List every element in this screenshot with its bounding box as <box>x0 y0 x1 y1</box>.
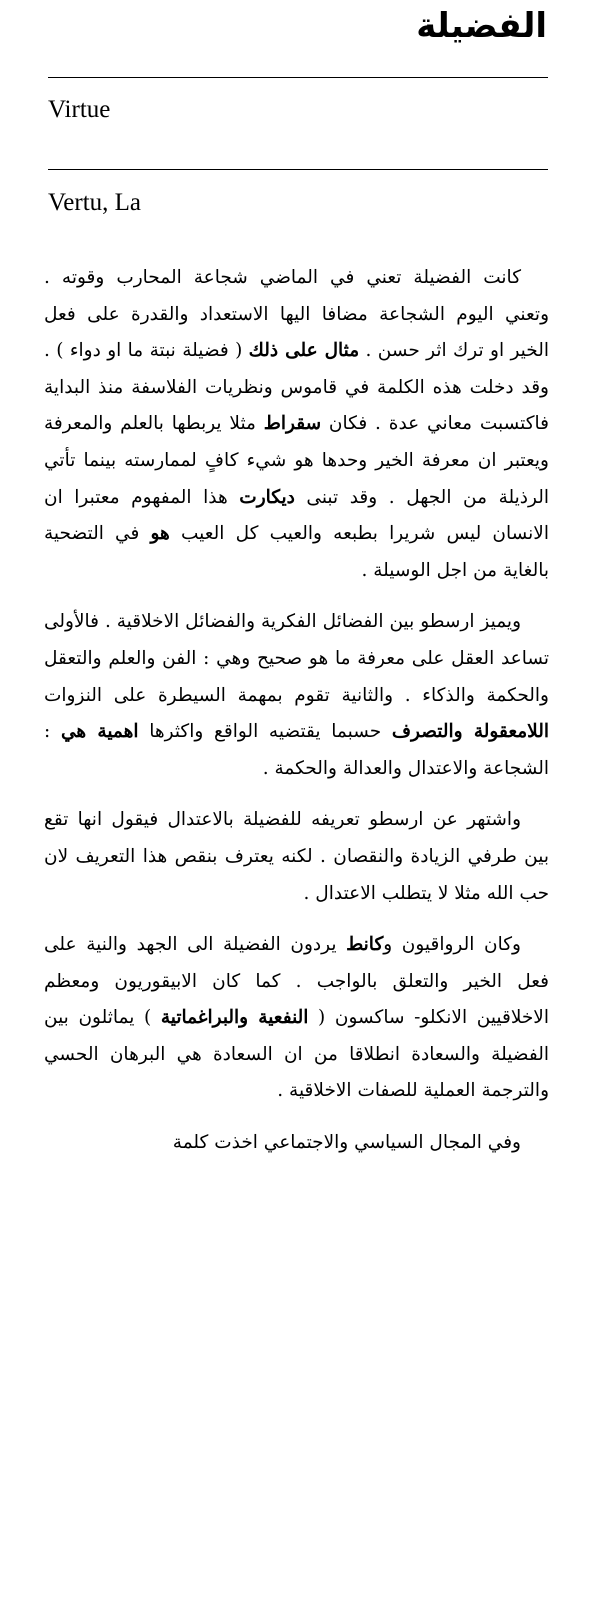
divider-line <box>48 77 548 78</box>
entry-paragraph <box>44 604 549 787</box>
entry-paragraph <box>44 1125 549 1162</box>
bold-term: هو <box>150 523 170 545</box>
paragraph-text: حسبما يقتضيه الواقع واكثرها <box>138 721 392 743</box>
bold-term: سقراط <box>263 413 322 435</box>
paragraph-text: ويميز ارسطو بين الفضائل الفكرية والفضائل الاخلاقية . فالأولى تساعد العقل على معرفة ما هو صحيح وهي : الفن والعلم والتعقل والحكمة والذكاء . والثانية تقوم بمهمة السيطرة على النزوات <box>44 611 549 706</box>
paragraph-text: هذا المفهوم معتبرا ان الانسان ليس شريرا بطبعه والعيب كل العيب <box>44 486 549 545</box>
divider-line <box>48 169 548 170</box>
paragraph-text: ) يماثلون بين الفضيلة والسعادة انطلاقا من ان السعادة هي البرهان الحسي والترجمة العملية للصفات الاخلاقية . <box>44 1007 549 1102</box>
entry-title: الفضيلة <box>416 6 547 46</box>
bold-term: مثال على ذلك <box>248 340 360 362</box>
paragraph-text: : الشجاعة والاعتدال والعدالة والحكمة . <box>44 721 549 779</box>
entry-paragraph <box>44 260 549 589</box>
entry-paragraph <box>44 802 549 912</box>
entry-body <box>44 260 549 1177</box>
bold-term: اللامعقولة والتصرف <box>391 721 549 743</box>
entry-paragraph <box>44 927 549 1110</box>
paragraph-text: وكان الرواقيون و <box>383 934 521 956</box>
bold-term: اهمية هي <box>60 721 139 743</box>
french-term: Vertu, La <box>48 189 142 216</box>
paragraph-text: مثلا يربطها بالعلم والمعرفة ويعتبر ان معرفة الخير وحدها هو شيء كافٍ لممارسته بينما تأتي الرذيلة من الجهل . وقد تبنى <box>44 413 549 508</box>
bold-term: ديكارت <box>239 486 295 508</box>
paragraph-text: في التضحية بالغاية من اجل الوسيلة . <box>44 523 549 581</box>
paragraph-text: كانت الفضيلة تعني في الماضي شجاعة المحارب وقوته . وتعني اليوم الشجاعة مضافا اليها الاستعداد والقدرة على فعل الخير او ترك اثر حسن . <box>44 267 549 362</box>
paragraph-text: يردون الفضيلة الى الجهد والنية على فعل الخير والتعلق بالواجب . كما كان الابيقوريون ومعظم الاخلاقيين الانكلو- ساكسون ( <box>44 934 549 1029</box>
english-term: Virtue <box>48 96 111 123</box>
paragraph-text: وفي المجال السياسي والاجتماعي اخذت كلمة <box>172 1132 521 1154</box>
bold-term: النفعية والبراغماتية <box>160 1007 309 1029</box>
paragraph-text: ( فضيلة نبتة ما او دواء ) . وقد دخلت هذه الكلمة في قاموس ونظريات الفلاسفة منذ البداية فاكتسبت معاني عدة . فكان <box>44 340 550 435</box>
bold-term: كانط <box>346 934 384 956</box>
paragraph-text: واشتهر عن ارسطو تعريفه للفضيلة بالاعتدال فيقول انها تقع بين طرفي الزيادة والنقصان . لكنه يعترف بنقص هذا التعريف لان حب الله مثلا لا يتطلب الاعتدال . <box>44 809 549 904</box>
